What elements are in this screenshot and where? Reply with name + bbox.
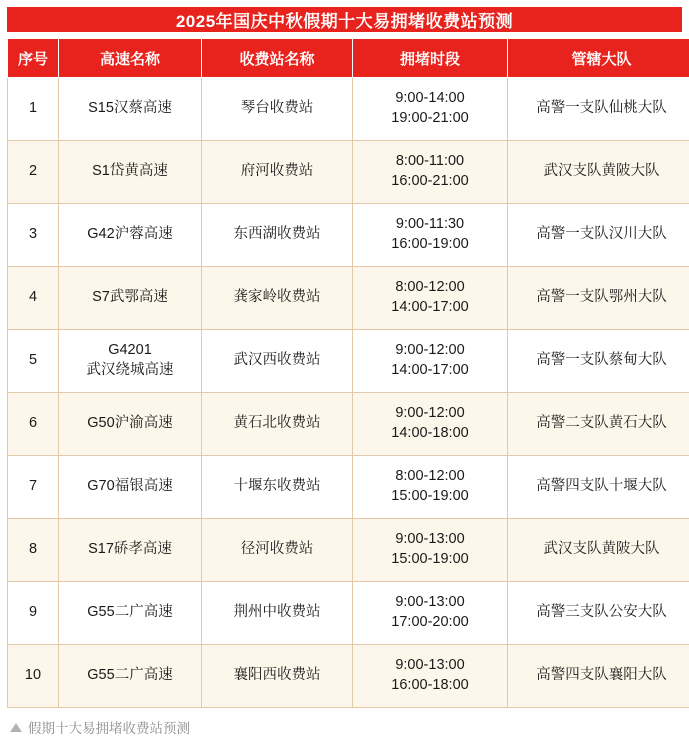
cell-road: G55二广高速 <box>59 645 202 708</box>
cell-time <box>353 267 508 330</box>
table-title-bar <box>7 7 682 32</box>
cell-time-line-1: 8:00-12:00 <box>356 278 504 298</box>
cell-road: S15汉蔡高速 <box>59 78 202 141</box>
cell-road: G70福银高速 <box>59 456 202 519</box>
cell-time <box>353 204 508 267</box>
column-header-unit: 管辖大队 <box>508 39 689 78</box>
cell-road: S1岱黄高速 <box>59 141 202 204</box>
cell-time-line-1: 9:00-12:00 <box>356 404 504 424</box>
cell-station: 琴台收费站 <box>202 78 353 141</box>
table-row <box>8 519 689 582</box>
table-row <box>8 267 689 330</box>
cell-time <box>353 456 508 519</box>
table-body <box>8 78 689 708</box>
cell-unit: 高警二支队黄石大队 <box>508 393 689 456</box>
table-row <box>8 204 689 267</box>
cell-time-line-2: 14:00-17:00 <box>356 361 504 381</box>
cell-unit: 武汉支队黄陂大队 <box>508 141 689 204</box>
cell-station: 龚家岭收费站 <box>202 267 353 330</box>
cell-time-line-2: 19:00-21:00 <box>356 109 504 129</box>
cell-road: G50沪渝高速 <box>59 393 202 456</box>
cell-time <box>353 141 508 204</box>
cell-time <box>353 330 508 393</box>
cell-time-line-1: 9:00-13:00 <box>356 656 504 676</box>
congestion-forecast-table <box>7 38 689 708</box>
column-header-road: 高速名称 <box>59 39 202 78</box>
cell-road: S7武鄂高速 <box>59 267 202 330</box>
cell-index: 2 <box>8 141 59 204</box>
cell-time <box>353 78 508 141</box>
cell-time-line-1: 9:00-13:00 <box>356 593 504 613</box>
cell-unit: 高警一支队蔡甸大队 <box>508 330 689 393</box>
cell-time <box>353 393 508 456</box>
cell-station: 十堰东收费站 <box>202 456 353 519</box>
column-header-index: 序号 <box>8 39 59 78</box>
cell-time-line-1: 9:00-11:30 <box>356 215 504 235</box>
cell-station: 东西湖收费站 <box>202 204 353 267</box>
cell-road: S17硚孝高速 <box>59 519 202 582</box>
table-row <box>8 78 689 141</box>
cell-time <box>353 645 508 708</box>
cell-station: 黄石北收费站 <box>202 393 353 456</box>
cell-index: 10 <box>8 645 59 708</box>
cell-unit: 武汉支队黄陂大队 <box>508 519 689 582</box>
cell-time-line-1: 8:00-11:00 <box>356 152 504 172</box>
cell-time-line-2: 15:00-19:00 <box>356 550 504 570</box>
cell-index: 6 <box>8 393 59 456</box>
table-row <box>8 645 689 708</box>
cell-time-line-2: 14:00-17:00 <box>356 298 504 318</box>
cell-time-line-1: 8:00-12:00 <box>356 467 504 487</box>
table-header <box>8 39 689 78</box>
cell-time <box>353 519 508 582</box>
cell-time-line-2: 16:00-21:00 <box>356 172 504 192</box>
cell-time-line-2: 17:00-20:00 <box>356 613 504 633</box>
triangle-up-icon <box>10 723 22 732</box>
column-header-station: 收费站名称 <box>202 39 353 78</box>
cell-road: G55二广高速 <box>59 582 202 645</box>
cell-unit: 高警一支队仙桃大队 <box>508 78 689 141</box>
cell-station: 武汉西收费站 <box>202 330 353 393</box>
cell-time-line-2: 16:00-18:00 <box>356 676 504 696</box>
cell-time-line-2: 15:00-19:00 <box>356 487 504 507</box>
cell-road-line-2: 武汉绕城高速 <box>62 361 198 381</box>
cell-station: 府河收费站 <box>202 141 353 204</box>
cell-unit: 高警一支队鄂州大队 <box>508 267 689 330</box>
cell-index: 1 <box>8 78 59 141</box>
cell-station: 径河收费站 <box>202 519 353 582</box>
cell-index: 7 <box>8 456 59 519</box>
table-row <box>8 393 689 456</box>
cell-index: 8 <box>8 519 59 582</box>
cell-time-line-1: 9:00-12:00 <box>356 341 504 361</box>
table-row <box>8 456 689 519</box>
table-row <box>8 330 689 393</box>
cell-time-line-2: 14:00-18:00 <box>356 424 504 444</box>
cell-index: 4 <box>8 267 59 330</box>
cell-road-line-1: G4201 <box>62 341 198 361</box>
column-header-time: 拥堵时段 <box>353 39 508 78</box>
caption-text: 假期十大易拥堵收费站预测 <box>28 717 190 737</box>
cell-road <box>59 330 202 393</box>
cell-time-line-2: 16:00-19:00 <box>356 235 504 255</box>
figure-caption <box>10 717 689 737</box>
cell-time-line-1: 9:00-14:00 <box>356 89 504 109</box>
cell-station: 襄阳西收费站 <box>202 645 353 708</box>
cell-unit: 高警一支队汉川大队 <box>508 204 689 267</box>
cell-road: G42沪蓉高速 <box>59 204 202 267</box>
cell-unit: 高警三支队公安大队 <box>508 582 689 645</box>
cell-unit: 高警四支队襄阳大队 <box>508 645 689 708</box>
cell-index: 3 <box>8 204 59 267</box>
cell-station: 荆州中收费站 <box>202 582 353 645</box>
cell-unit: 高警四支队十堰大队 <box>508 456 689 519</box>
cell-index: 9 <box>8 582 59 645</box>
table-header-row <box>8 39 689 78</box>
table-row <box>8 582 689 645</box>
cell-index: 5 <box>8 330 59 393</box>
cell-time-line-1: 9:00-13:00 <box>356 530 504 550</box>
table-row <box>8 141 689 204</box>
cell-time <box>353 582 508 645</box>
page-title: 2025年国庆中秋假期十大易拥堵收费站预测 <box>176 7 513 32</box>
